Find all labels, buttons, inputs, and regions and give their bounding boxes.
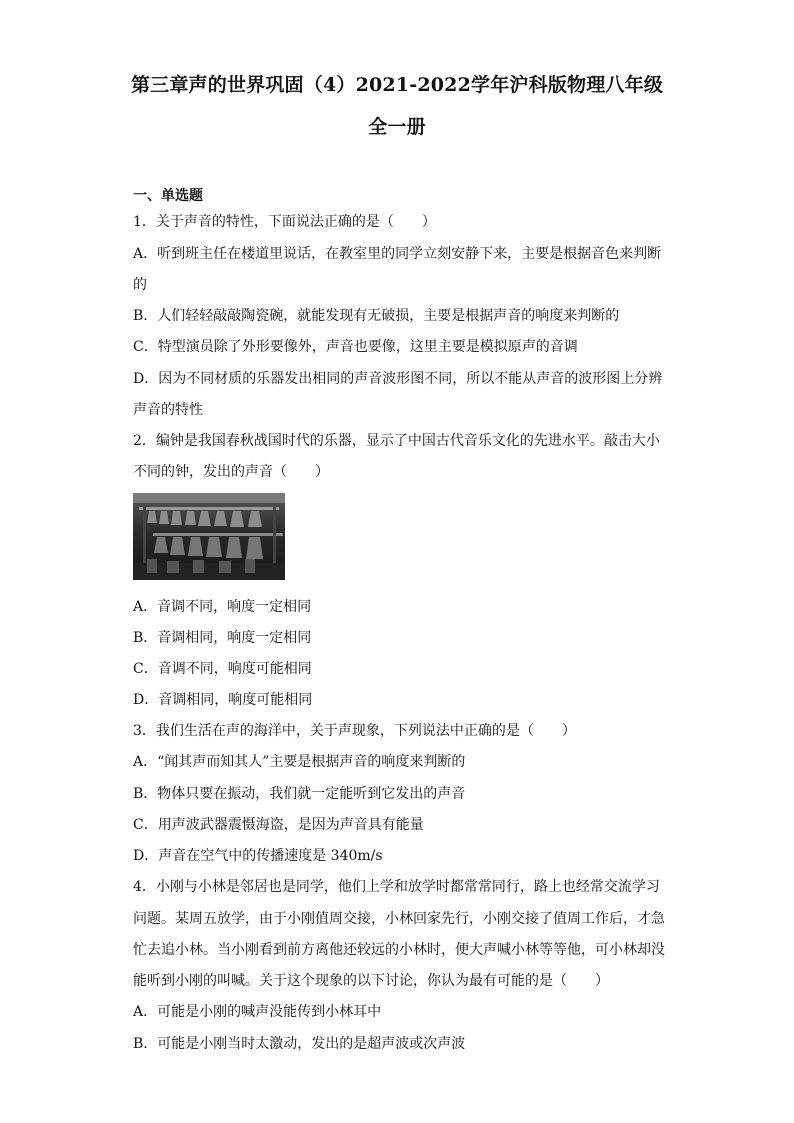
q2-option-d: D．音调相同，响度可能相同 [133, 692, 313, 708]
bianzhong-image [133, 493, 285, 580]
q3-option-a: A．“闻其声而知其人”主要是根据声音的响度来判断的 [133, 754, 466, 770]
bianzhong-photo [133, 493, 285, 580]
q2-option-a: A．音调不同，响度一定相同 [133, 599, 312, 615]
q4-option-b: B．可能是小刚当时太激动，发出的是超声波或次声波 [133, 1036, 466, 1052]
q1-stem: 1．关于声音的特性，下面说法正确的是（ ） [133, 214, 436, 230]
q1-option-b: B．人们轻轻敲敲陶瓷碗，就能发现有无破损，主要是根据声音的响度来判断的 [133, 308, 620, 324]
q3-option-c: C．用声波武器震慑海盗，是因为声音具有能量 [133, 817, 424, 833]
q2-stem-cont: 不同的钟，发出的声音（ ） [133, 464, 329, 480]
q4-stem-4: 能听到小刚的叫喊。关于这个现象的以下讨论，你认为最有可能的是（ ） [133, 973, 609, 989]
q3-option-b: B．物体只要在振动，我们就一定能听到它发出的声音 [133, 786, 466, 802]
q4-stem-2: 问题。某周五放学，由于小刚值周交接，小林回家先行，小刚交接了值周工作后，才急 [133, 911, 665, 927]
document-title-line-2: 全一册 [368, 116, 426, 138]
q1-option-c: C．特型演员除了外形要像外，声音也要像，这里主要是模拟原声的音调 [133, 339, 578, 355]
q2-option-b: B．音调相同，响度一定相同 [133, 630, 312, 646]
q1-option-d-cont: 声音的特性 [133, 402, 203, 418]
q3-option-d: D．声音在空气中的传播速度是 340m/s [133, 848, 383, 864]
section-heading: 一、单选题 [133, 188, 203, 204]
q2-option-c: C．音调不同，响度可能相同 [133, 661, 312, 677]
q4-stem-1: 4．小刚与小林是邻居也是同学，他们上学和放学时都常常同行，路上也经常交流学习 [133, 879, 660, 895]
q4-option-a: A．可能是小刚的喊声没能传到小林耳中 [133, 1004, 382, 1020]
q1-option-d: D．因为不同材质的乐器发出相同的声音波形图不同，所以不能从声音的波形图上分辨 [133, 371, 663, 387]
q4-stem-3: 忙去追小林。当小刚看到前方离他还较远的小林时，便大声喊小林等等他，可小林却没 [133, 942, 665, 958]
q3-stem: 3．我们生活在声的海洋中，关于声现象，下列说法中正确的是（ ） [133, 723, 576, 739]
q1-option-a-cont: 的 [133, 277, 147, 293]
q1-option-a: A．听到班主任在楼道里说话，在教室里的同学立刻安静下来，主要是根据音色来判断 [133, 246, 662, 262]
document-title-line-1: 第三章声的世界巩固（4）2021-2022学年沪科版物理八年级 [130, 74, 664, 96]
q2-stem: 2．编钟是我国春秋战国时代的乐器，显示了中国古代音乐文化的先进水平。敲击大小 [133, 433, 660, 449]
